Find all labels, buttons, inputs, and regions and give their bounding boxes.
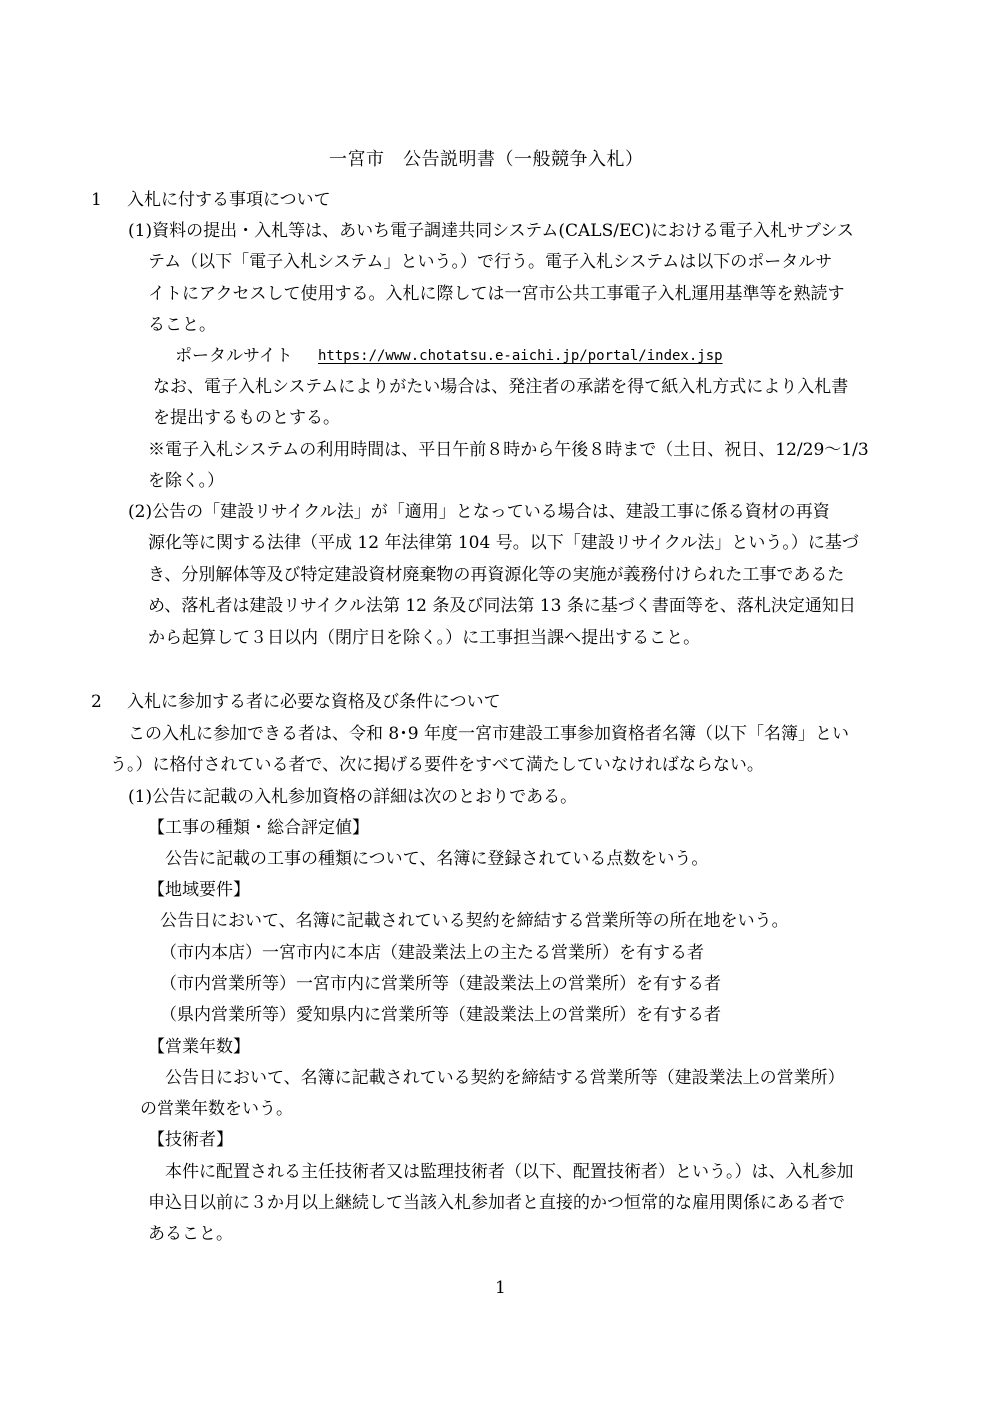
section1-item2-line5: から起算して３日以内（閉庁日を除く。）に工事担当課へ提出すること。 <box>148 628 701 648</box>
engineer-line3: あること。 <box>148 1224 233 1244</box>
section1-item1-line4: ること。 <box>148 315 216 335</box>
kind-text: 公告に記載の工事の種類について、名簿に登録されている点数をいう。 <box>165 849 709 869</box>
section2-intro-line2: う。）に格付されている者で、次に掲げる要件をすべて満たしていなければならない。 <box>110 755 764 775</box>
engineer-heading: 【技術者】 <box>148 1130 233 1150</box>
section1-heading: 入札に付する事項について <box>127 190 331 210</box>
section1-item1-line1: (1)資料の提出・入札等は、あいち電子調達共同システム(CALS/EC)における電子入札サブシス <box>128 221 854 241</box>
portal-label: ポータルサイト <box>175 346 293 366</box>
engineer-line1: 本件に配置される主任技術者又は監理技術者（以下、配置技術者）という。）は、入札参加 <box>165 1162 854 1182</box>
section1-item2-line2: 源化等に関する法律（平成 12 年法律第 104 号。以下「建設リサイクル法」という。）に基づ <box>148 533 859 553</box>
section1-item2-line4: め、落札者は建設リサイクル法第 12 条及び同法第 13 条に基づく書面等を、落札決定通知日 <box>148 596 856 616</box>
section2-heading: 入札に参加する者に必要な資格及び条件について <box>127 692 501 712</box>
section1-item1-line3: イトにアクセスして使用する。入札に際しては一宮市公共工事電子入札運用基準等を熟読す <box>148 284 845 304</box>
page-number: 1 <box>495 1278 506 1298</box>
section1-note-line1: なお、電子入札システムによりがたい場合は、発注者の承諾を得て紙入札方式により入札書 <box>153 377 849 397</box>
region-text: 公告日において、名簿に記載されている契約を締結する営業所等の所在地をいう。 <box>160 911 789 931</box>
page-title: 一宮市 公告説明書（一般競争入札） <box>329 149 644 170</box>
engineer-line2: 申込日以前に３か月以上継続して当該入札参加者と直接的かつ恒常的な雇用関係にある者で <box>148 1193 845 1213</box>
years-line2: の営業年数をいう。 <box>140 1099 293 1119</box>
region-city-office: （市内営業所等）一宮市内に営業所等（建設業法上の営業所）を有する者 <box>160 974 721 994</box>
section1-number: 1 <box>91 190 102 210</box>
section1-item2-line1: (2)公告の「建設リサイクル法」が「適用」となっている場合は、建設工事に係る資材の再資 <box>128 502 830 522</box>
years-line1: 公告日において、名簿に記載されている契約を締結する営業所等（建設業法上の営業所） <box>165 1068 845 1088</box>
kind-heading: 【工事の種類・総合評定値】 <box>148 818 369 838</box>
section1-note-line2: を提出するものとする。 <box>153 408 340 428</box>
section1-item2-line3: き、分別解体等及び特定建設資材廃棄物の再資源化等の実施が義務付けられた工事であるた <box>148 565 845 585</box>
region-pref-office: （県内営業所等）愛知県内に営業所等（建設業法上の営業所）を有する者 <box>160 1005 721 1025</box>
years-heading: 【営業年数】 <box>148 1037 250 1057</box>
section2-number: 2 <box>91 692 102 712</box>
portal-url-link[interactable]: https://www.chotatsu.e-aichi.jp/portal/index.jsp <box>318 348 723 364</box>
section1-item1-line2: テム（以下「電子入札システム」という。）で行う。電子入札システムは以下のポータルサ <box>148 252 833 272</box>
region-heading: 【地域要件】 <box>148 880 250 900</box>
section1-hours-line1: ※電子入札システムの利用時間は、平日午前８時から午後８時まで（土日、祝日、12/29～1/3 <box>148 440 869 460</box>
region-city-hq: （市内本店）一宮市内に本店（建設業法上の主たる営業所）を有する者 <box>160 943 704 963</box>
section2-intro-line1: この入札に参加できる者は、令和 8･9 年度一宮市建設工事参加資格者名簿（以下「名簿」とい <box>128 724 849 744</box>
section2-item1: (1)公告に記載の入札参加資格の詳細は次のとおりである。 <box>128 787 578 807</box>
section1-hours-line2: を除く。） <box>148 471 225 491</box>
